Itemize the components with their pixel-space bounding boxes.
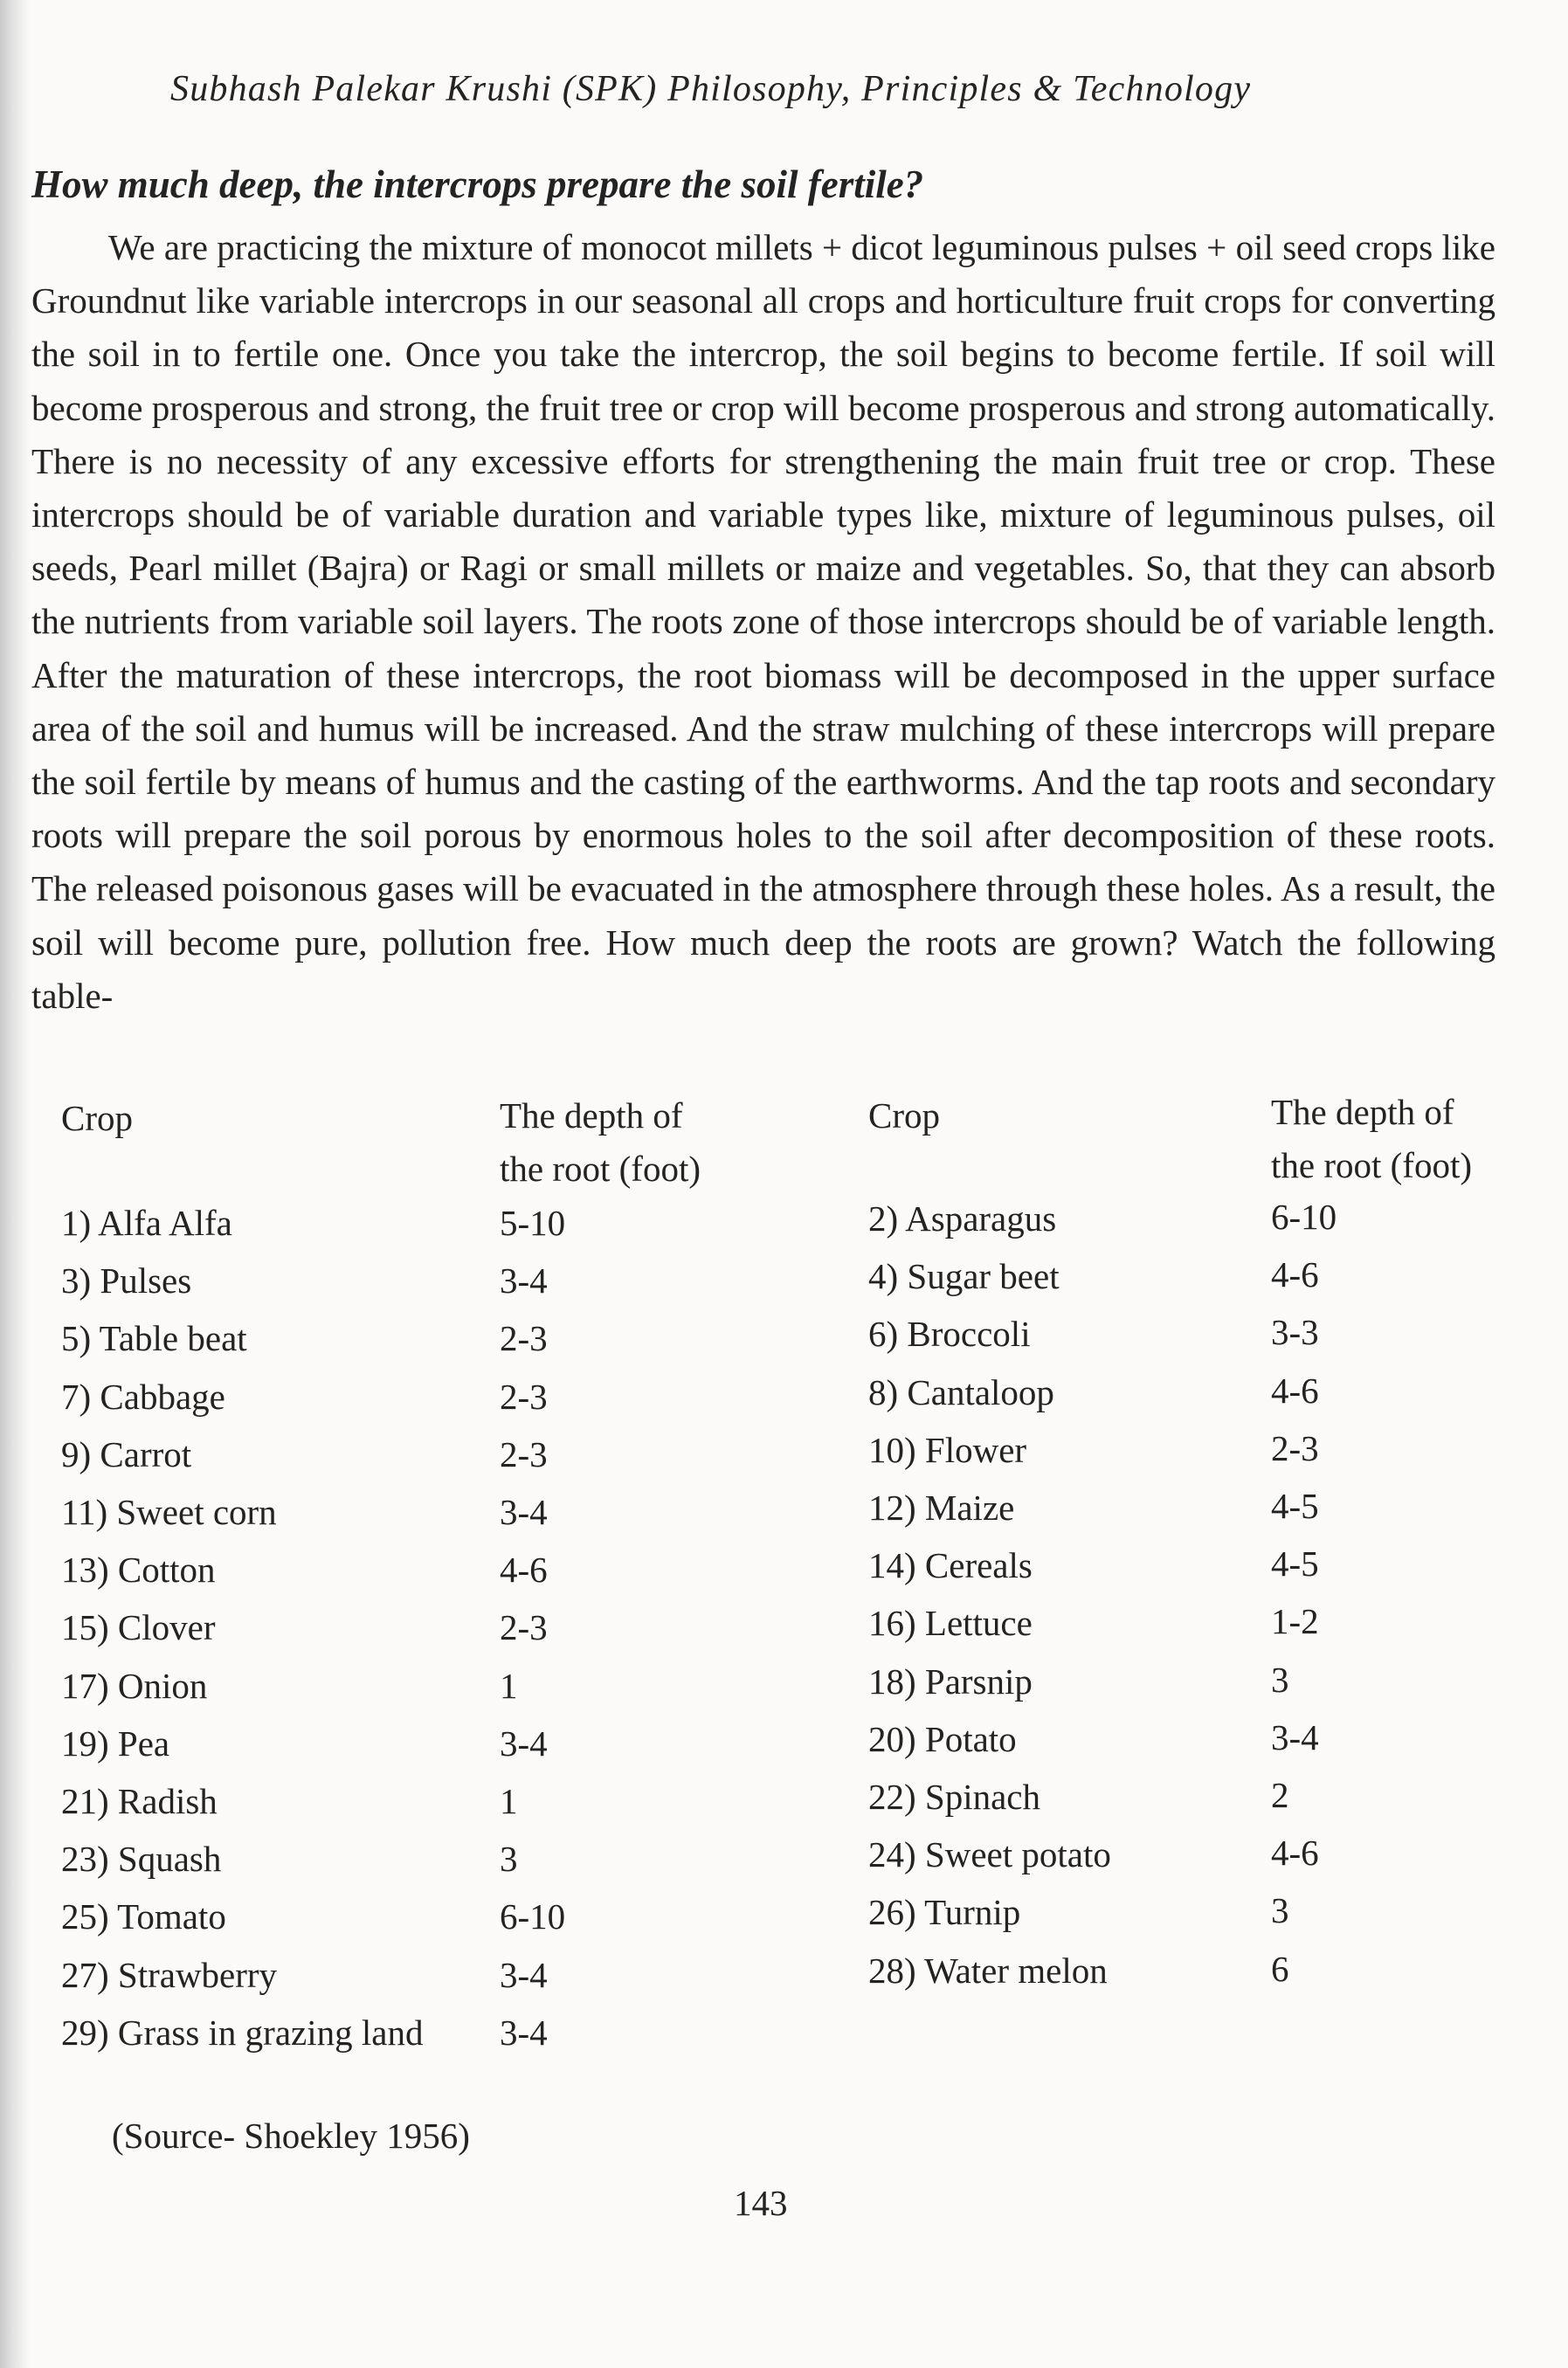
page-binding-shadow: [0, 0, 30, 2368]
depth-right-cell: 2-3: [1271, 1427, 1319, 1468]
crop-right-cell: 4) Sugar beet: [868, 1256, 1060, 1297]
crop-right-cell: 22) Spinach: [868, 1777, 1040, 1817]
depth-left-cell: 2-3: [500, 1376, 548, 1417]
crop-right-cell: 24) Sweet potato: [868, 1834, 1111, 1875]
crop-left-cell: 17) Onion: [61, 1665, 208, 1706]
crop-left-cell: 3) Pulses: [61, 1260, 192, 1301]
crop-right-cell: 2) Asparagus: [868, 1198, 1057, 1239]
depth-right-cell: 4-6: [1271, 1833, 1319, 1874]
crop-right-cell: 6) Broccoli: [868, 1314, 1031, 1355]
depth-left-cell: 6-10: [500, 1896, 566, 1937]
header-depth-right-line2: the root (foot): [1271, 1145, 1472, 1185]
depth-left-cell: 1: [500, 1665, 518, 1706]
crop-left-cell: 29) Grass in grazing land: [61, 2012, 424, 2053]
depth-left-cell: 3-4: [500, 1260, 548, 1301]
crop-left-cell: 27) Strawberry: [61, 1954, 278, 1995]
crop-left-cell: 23) Squash: [61, 1839, 222, 1880]
source-note: (Source- Shoekley 1956): [112, 2116, 470, 2156]
depth-right-cell: 1-2: [1271, 1601, 1319, 1642]
depth-left-cell: 1: [500, 1781, 518, 1821]
depth-right-cell: 3-3: [1271, 1312, 1319, 1353]
depth-left-cell: 5-10: [500, 1203, 566, 1243]
depth-right-cell: 3: [1271, 1659, 1289, 1700]
header-depth-left-line1: The depth of: [500, 1095, 683, 1136]
crop-left-cell: 19) Pea: [61, 1722, 170, 1764]
crop-right-cell: 14) Cereals: [868, 1545, 1033, 1586]
crop-left-cell: 25) Tomato: [61, 1896, 226, 1937]
depth-left-cell: 3-4: [500, 1954, 548, 1995]
depth-left-cell: 2-3: [500, 1607, 548, 1648]
crop-left-cell: 5) Table beat: [61, 1318, 247, 1359]
crop-left-cell: 21) Radish: [61, 1781, 218, 1821]
depth-right-cell: 4-6: [1271, 1370, 1319, 1411]
crop-right-cell: 8) Cantaloop: [868, 1371, 1054, 1412]
depth-left-cell: 3-4: [500, 1722, 548, 1764]
depth-left-cell: 2-3: [500, 1318, 548, 1359]
crop-left-cell: 9) Carrot: [61, 1433, 192, 1474]
depth-right-cell: 3-4: [1271, 1716, 1319, 1757]
body-paragraph: We are practicing the mixture of monocot millets + dicot leguminous pulses + oil seed crops like Groundnut like variable intercrops in our seasonal all crops and horticulture fruit crops for converting the soil in to fertile one. Once you take the intercrop, the soil begins to become fertile. If soil will become prosperous and strong, the fruit tree or crop will become prosperous and strong automatically. There is no necessity of any excessive efforts for strengthening the main fruit tree or crop. These intercrops should be of variable duration and variable types like, mixture of leguminous pulses, oil seeds, Pearl millet (Bajra) or Ragi or small millets or maize and vegetables. So, that they can absorb the nutrients from variable soil layers. The roots zone of those intercrops should be of variable length. After the maturation of these intercrops, the root biomass will be decomposed in the upper surface area of the soil and humus will be increased. And the straw mulching of these intercrops will prepare the soil fertile by means of humus and the casting of the earthworms. And the tap roots and secondary roots will prepare the soil porous by enormous holes to the soil after decomposition of these roots. The released poisonous gases will be evacuated in the atmosphere through these holes. As a result, the soil will become pure, pollution free. How much deep the roots are grown? Watch the following table-: [31, 227, 1495, 1016]
crop-left-cell: 1) Alfa Alfa: [61, 1203, 232, 1243]
crop-left-cell: 13) Cotton: [61, 1550, 216, 1591]
header-depth-left-line2: the root (foot): [500, 1149, 701, 1189]
crop-left-cell: 11) Sweet corn: [61, 1492, 277, 1532]
crop-right-cell: 16) Lettuce: [868, 1603, 1033, 1644]
crop-right-cell: 12) Maize: [868, 1488, 1015, 1528]
depth-left-cell: 3-4: [500, 2012, 548, 2053]
crop-left-cell: 15) Clover: [61, 1607, 216, 1648]
crop-right-cell: 18) Parsnip: [868, 1660, 1033, 1702]
header-depth-right-line1: The depth of: [1271, 1092, 1454, 1132]
depth-right-cell: 4-5: [1271, 1486, 1319, 1526]
depth-left-cell: 3-4: [500, 1492, 548, 1532]
depth-right-cell: 2: [1271, 1775, 1289, 1815]
header-crop-left: Crop: [61, 1098, 133, 1138]
crop-right-cell: 28) Water melon: [868, 1950, 1108, 1991]
depth-right-cell: 4-6: [1271, 1254, 1319, 1295]
crop-left-cell: 7) Cabbage: [61, 1376, 225, 1417]
depth-left-cell: 3: [500, 1839, 518, 1880]
depth-right-cell: 6-10: [1271, 1197, 1337, 1237]
section-heading: How much deep, the intercrops prepare the soil fertile?: [31, 162, 924, 206]
depth-right-cell: 6: [1271, 1948, 1289, 1989]
header-crop-right: Crop: [868, 1095, 940, 1136]
depth-right-cell: 3: [1271, 1890, 1289, 1931]
depth-left-cell: 2-3: [500, 1433, 548, 1474]
crop-right-cell: 10) Flower: [868, 1429, 1027, 1470]
depth-right-cell: 4-5: [1271, 1543, 1319, 1584]
page-number: 143: [734, 2183, 788, 2223]
depth-left-cell: 4-6: [500, 1550, 548, 1591]
crop-right-cell: 26) Turnip: [868, 1892, 1021, 1933]
crop-right-cell: 20) Potato: [868, 1718, 1017, 1759]
running-head: Subhash Palekar Krushi (SPK) Philosophy, Principles & Technology: [170, 69, 1252, 109]
